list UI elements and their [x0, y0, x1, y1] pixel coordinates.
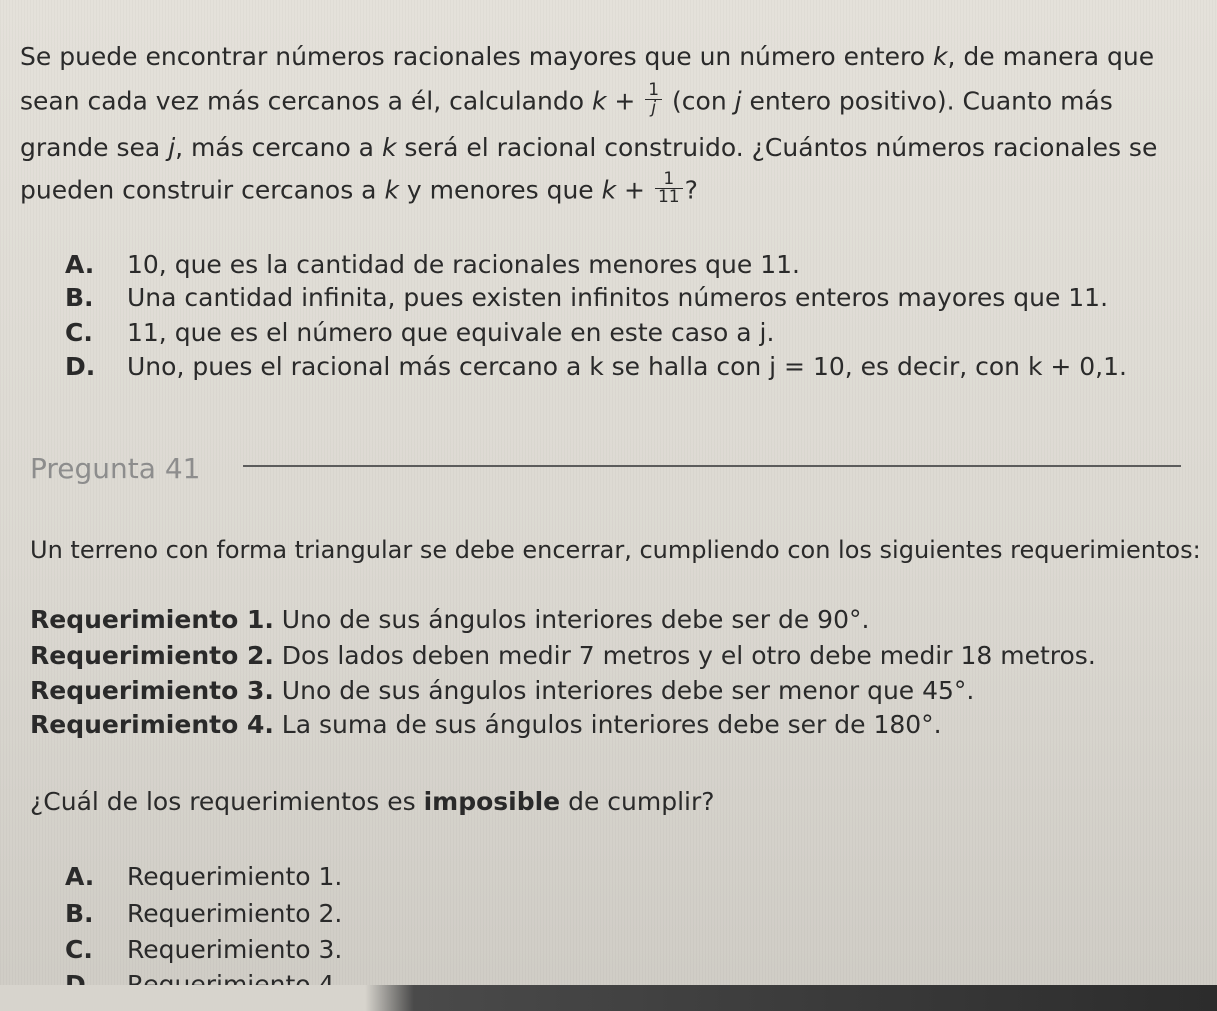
fraction-denominator: j — [651, 98, 657, 118]
q40-text: pueden construir cercanos a — [20, 175, 385, 205]
plus-sign: + — [606, 86, 644, 116]
q40-text: y menores que — [398, 175, 602, 205]
q40-line-1 — [20, 42, 1154, 72]
requirement-3 — [30, 676, 974, 706]
q41-option-b[interactable] — [65, 899, 342, 929]
q40-text: Se puede encontrar números racionales mayores que un número entero — [20, 42, 933, 71]
q40-option-c[interactable] — [65, 318, 774, 348]
fraction-numerator: 1 — [645, 82, 662, 100]
q40-line-2 — [20, 80, 1113, 120]
q40-line-3 — [20, 133, 1157, 163]
var-k: k — [591, 86, 607, 116]
option-text: 10, que es la cantidad de racionales menores que 11. — [127, 250, 800, 279]
requirement-2 — [30, 641, 1096, 671]
fraction-numerator: 1 — [655, 171, 683, 189]
var-k: k — [381, 133, 397, 162]
question-emphasis: imposible — [423, 787, 561, 816]
option-text: Requerimiento 3. — [127, 935, 343, 964]
var-k: k — [933, 42, 948, 71]
q40-option-a[interactable] — [65, 250, 800, 280]
q40-text: (con — [664, 86, 735, 116]
requirement-text: Uno de sus ángulos interiores debe ser menor que 45°. — [273, 676, 975, 705]
option-text: Requerimiento 1. — [127, 862, 343, 891]
option-letter: B. — [65, 899, 94, 928]
requirement-label: Requerimiento 4. — [30, 710, 274, 739]
requirement-1 — [30, 605, 869, 635]
question-41-title: Pregunta 41 — [30, 452, 201, 485]
var-j: j — [734, 86, 742, 116]
option-letter: A. — [65, 250, 95, 279]
requirement-text: Dos lados deben medir 7 metros y el otro debe medir 18 metros. — [273, 641, 1096, 670]
option-letter: C. — [65, 318, 93, 347]
requirement-text: La suma de sus ángulos interiores debe ser de 180°. — [273, 710, 942, 739]
requirement-4 — [30, 710, 942, 740]
fraction-denominator: 11 — [657, 187, 680, 207]
option-text: Uno, pues el racional más cercano a k se halla con j = 10, es decir, con k + 0,1. — [127, 352, 1127, 381]
q40-option-d[interactable] — [65, 352, 1127, 382]
q40-text: , de manera que — [947, 42, 1155, 71]
q40-option-b[interactable] — [65, 283, 1108, 313]
option-text: 11, que es el número que equivale en este caso a j. — [127, 318, 775, 347]
option-text: Requerimiento 2. — [127, 899, 343, 928]
q41-option-c[interactable] — [65, 935, 342, 965]
requirement-label: Requerimiento 1. — [30, 605, 274, 634]
option-text: Una cantidad infinita, pues existen infinitos números enteros mayores que 11. — [127, 283, 1109, 312]
section-divider — [243, 465, 1181, 467]
q40-text: grande sea — [20, 133, 169, 162]
var-k: k — [601, 175, 617, 205]
var-k: k — [384, 175, 399, 205]
plus-sign: + — [616, 175, 653, 205]
q40-text: entero positivo). Cuanto más — [741, 86, 1113, 116]
q40-line-4 — [20, 169, 698, 209]
q40-text: ? — [684, 175, 698, 205]
requirement-text: Uno de sus ángulos interiores debe ser de 90°. — [273, 605, 870, 634]
requirement-label: Requerimiento 2. — [30, 641, 274, 670]
q41-option-a[interactable] — [65, 862, 342, 892]
requirement-label: Requerimiento 3. — [30, 676, 274, 705]
option-letter: B. — [65, 283, 94, 312]
var-j: j — [168, 133, 176, 162]
question-text: de cumplir? — [560, 787, 715, 816]
question-text: ¿Cuál de los requerimientos es — [30, 787, 424, 816]
q41-intro: Un terreno con forma triangular se debe encerrar, cumpliendo con los siguientes requerimientos: — [30, 536, 1201, 564]
q40-text: sean cada vez más cercanos a él, calculando — [20, 86, 592, 116]
q40-text: será el racional construido. ¿Cuántos números racionales se — [396, 133, 1158, 162]
fraction-1-over-j — [645, 82, 662, 117]
q40-text: , más cercano a — [175, 133, 382, 162]
screen-bezel-edge — [0, 985, 1217, 1011]
option-letter: A. — [65, 862, 95, 891]
option-letter: D. — [65, 352, 96, 381]
option-letter: C. — [65, 935, 93, 964]
fraction-1-over-11 — [655, 171, 683, 206]
q41-question — [30, 787, 715, 817]
